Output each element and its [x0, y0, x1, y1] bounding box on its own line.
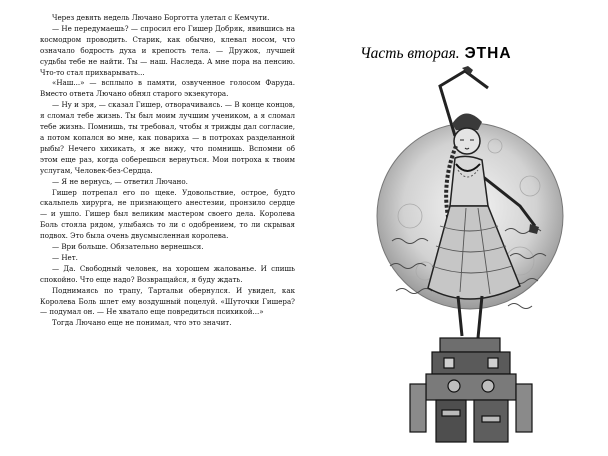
dancer-head: [454, 128, 480, 154]
paragraph: — Да. Свободный человек, на хорошем жалованье. И спишь спокойно. Что еще надо? Возвращайся, я буду ждать.: [40, 263, 295, 284]
paragraph: — Нет.: [52, 252, 78, 262]
paragraph: Тогда Лючано еще не понимал, что это значит.: [52, 318, 232, 328]
left-page-text: [40, 13, 295, 329]
paragraph: — Ври больше. Обязательно вернешься.: [52, 242, 204, 252]
paragraph: — Я не вернусь, — ответил Лючано.: [52, 176, 188, 186]
paragraph: Гишер потрепал его по щеке. Удовольствие, острое, будто скальпель хирурга, не признающего анестезии, пронзило сердце — и ушло. Гишер был великим мастером своего дела. Королева Боль стояла рядом, улыбаясь то ли с одобрением, то ли скрывая подвох. Это была очень двусмысленная королева.: [40, 187, 295, 241]
right-page: [312, 0, 608, 456]
paragraph: — Не передумаешь? — спросил его Гишер Добряк, явившись на космодром проводить. Старик, как обычно, клевал носом, что означало бодрость духа и крепость тела. — Дружок, лучшей судьбы тебе не найти. Ты — наш. Наследа. А мне пора на пенсию. Что-то стал прихварывать...: [40, 23, 295, 77]
dancer-illustration: [370, 66, 570, 446]
paragraph: Поднимаясь по трапу, Тартальи обернулся. И увидел, как Королева Боль шлет ему воздушный поцелуй. «Шуточки Гишера? — подумал он. — Не хватало еще повредиться психикой...»: [40, 285, 295, 317]
section-name: ЭТНА: [464, 45, 512, 62]
paragraph: «Наш...» — всплыло в памяти, озвученное голосом Фаруда. Вместо ответа Лючано обнял старого экзекутора.: [40, 78, 295, 99]
machine-pedestal: [410, 338, 532, 442]
paragraph: Через девять недель Лючано Борготта улетал с Кемчути.: [52, 13, 270, 22]
section-part-label: Часть вторая.: [360, 45, 460, 62]
section-title: [360, 44, 600, 63]
dancer-torso: [450, 156, 488, 206]
paragraph: — Ну и зря, — сказал Гишер, отворачиваясь. — В конце концов, я сломал тебе жизнь. Ты был моим лучшим учеником, а я сломал тебе жизнь. Помнишь, ты требовал, чтобы я трижды дал согласие, а потом копался во мне, как поварихa — в потрохах разделанной рыбы? Нечего хихикать, я же вижу, что помнишь. Вспомни об этом еще раз, когда соберешься вернуться. Мои потроха к твоим услугам, Человек-без-Сердца.: [40, 100, 295, 175]
